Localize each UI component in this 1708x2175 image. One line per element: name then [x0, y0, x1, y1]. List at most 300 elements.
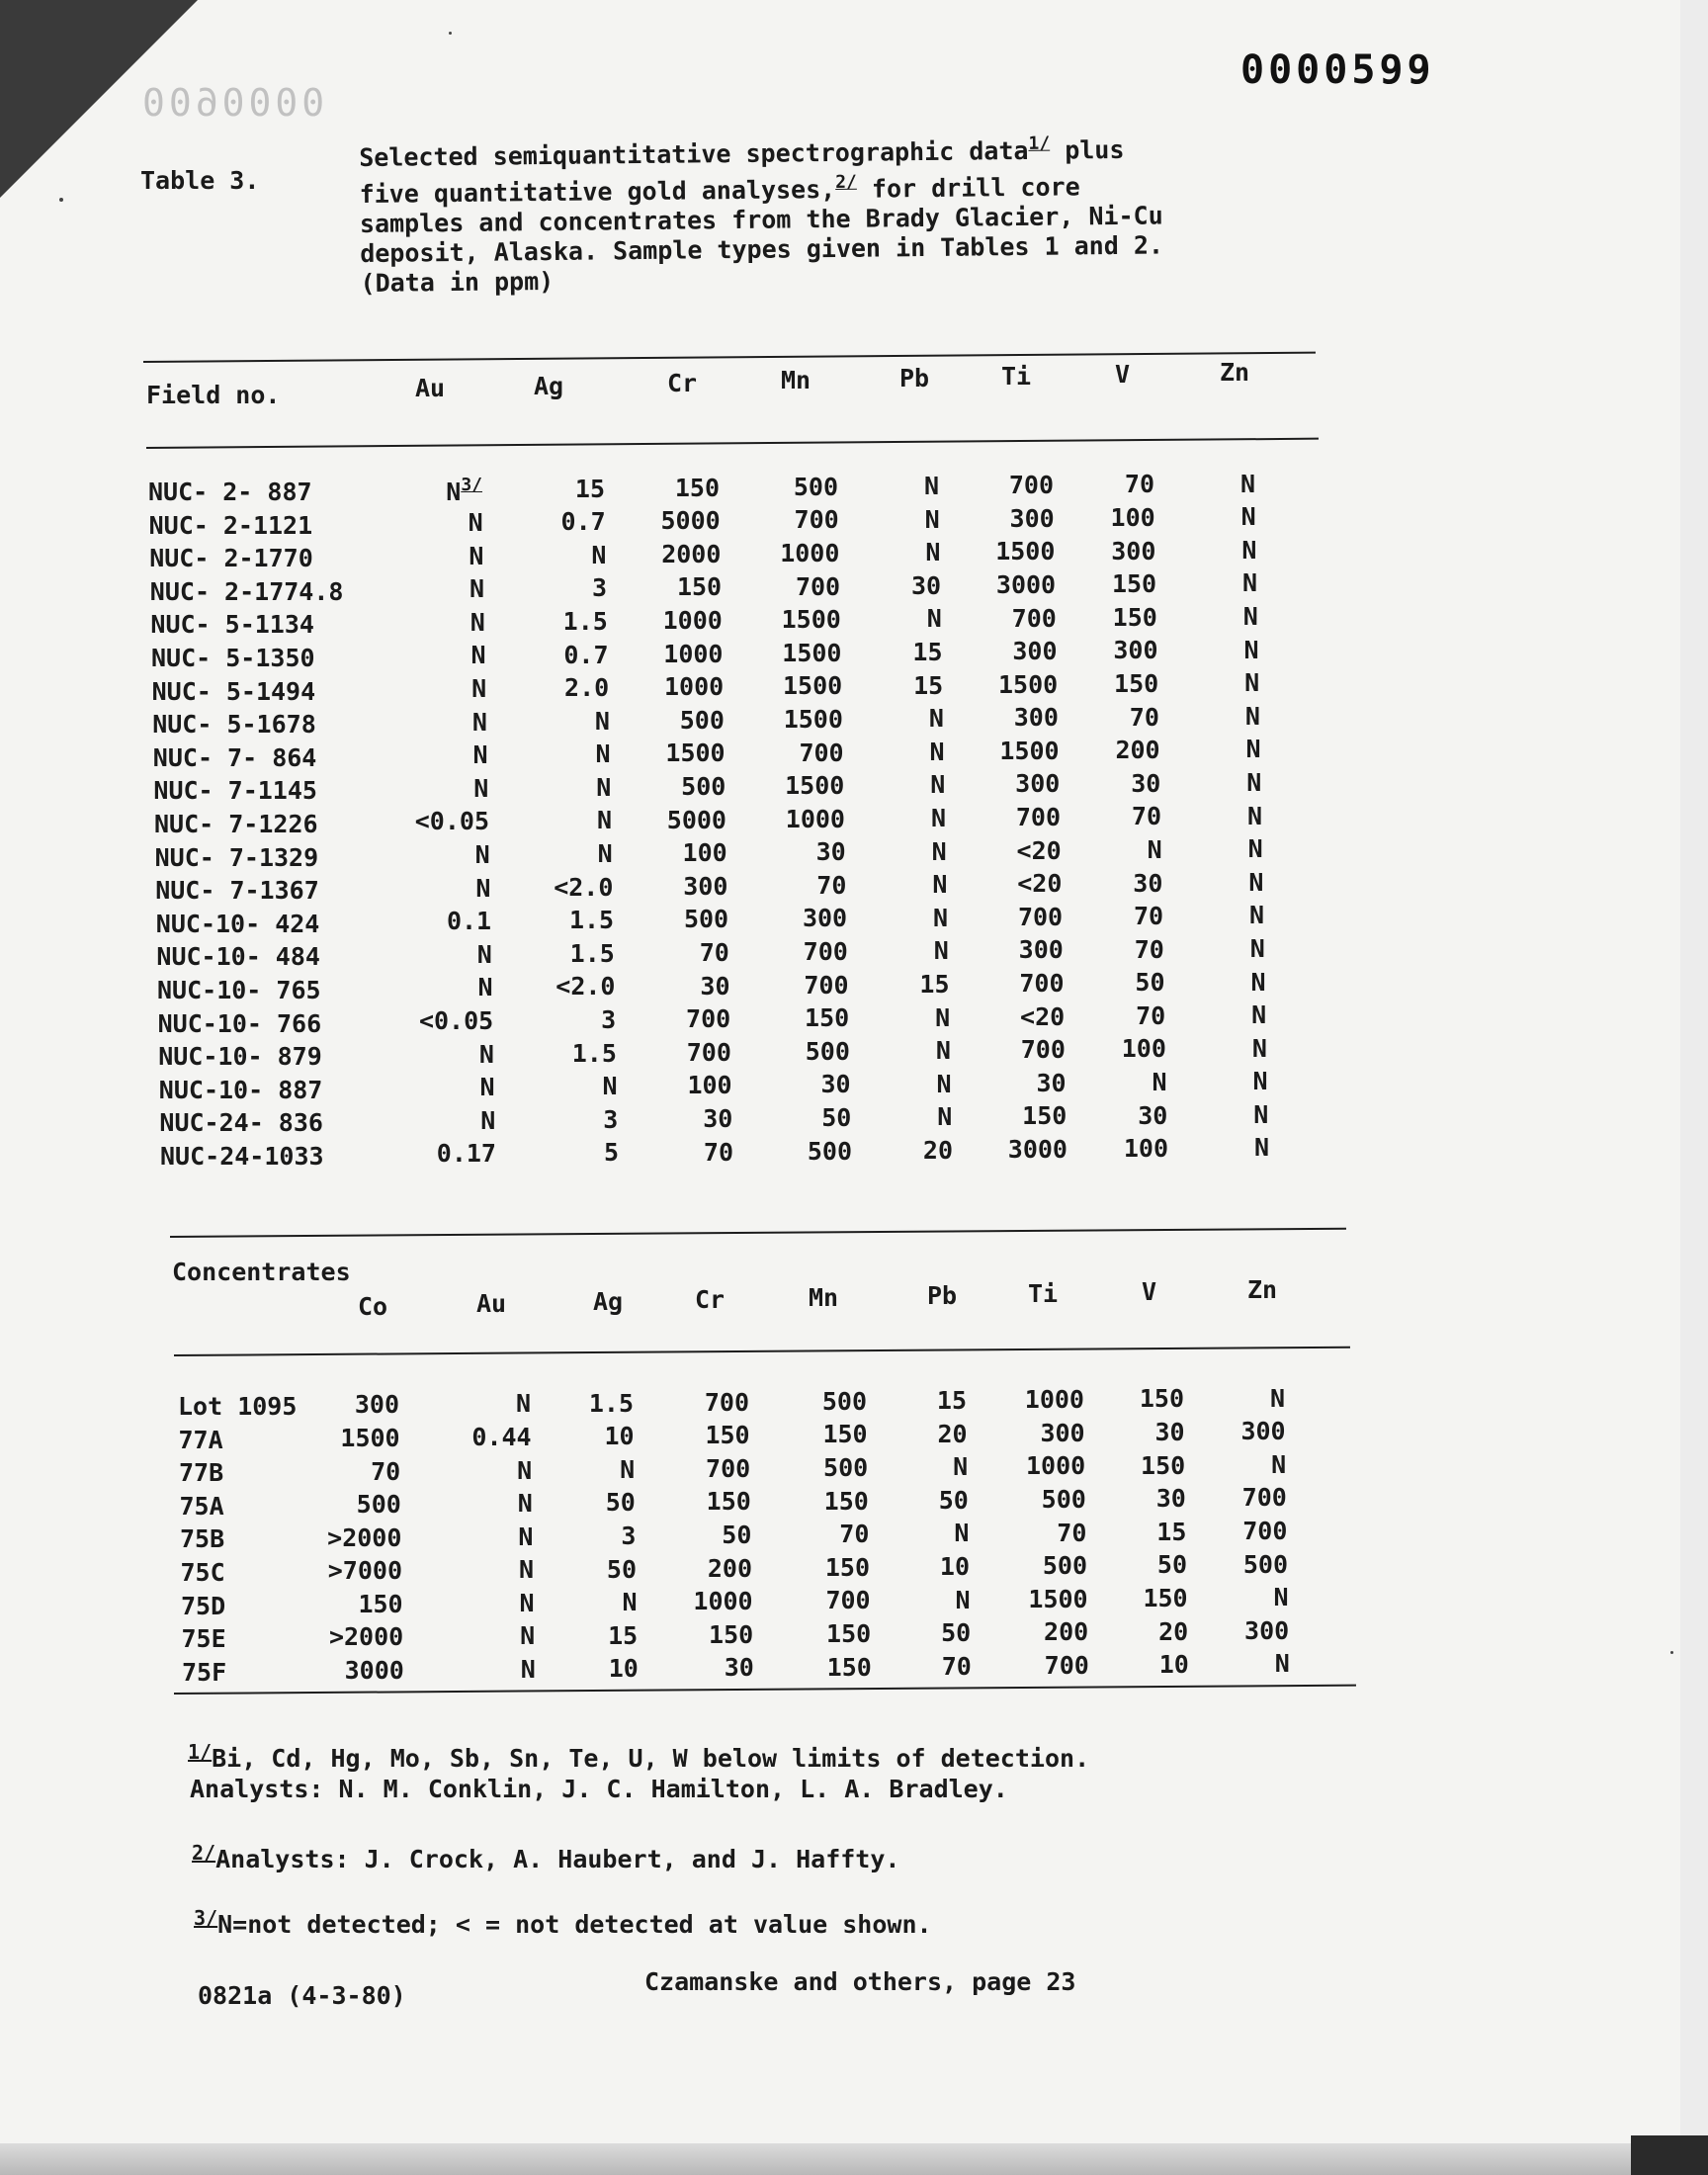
pb-cell: N	[926, 604, 942, 634]
cr-cell: 300	[683, 871, 728, 901]
mn-cell: 1500	[781, 605, 841, 635]
ag-cell: N	[596, 772, 612, 802]
ag-cell: N	[595, 740, 611, 769]
zn-cell: 300	[1240, 1417, 1286, 1446]
ti-cell: 1000	[1024, 1385, 1084, 1415]
column-header-zn: Zn	[1220, 358, 1250, 387]
v-cell: 150	[1111, 569, 1157, 599]
caption-line-5: (Data in ppm)	[360, 266, 555, 298]
zn-cell: N	[1241, 535, 1257, 565]
field-number-cell: NUC- 7-1367	[155, 876, 319, 906]
ag-cell: 10	[604, 1422, 635, 1451]
ti-cell: 30	[1036, 1068, 1067, 1097]
v-cell: 30	[1131, 768, 1161, 798]
cr-cell: 500	[683, 905, 729, 934]
ag-cell: 1.5	[568, 906, 615, 935]
v-cell: 10	[1158, 1650, 1189, 1680]
pb-cell: 30	[911, 570, 942, 600]
ti-cell: 300	[1018, 935, 1064, 965]
co-cell: 300	[354, 1390, 399, 1420]
ag-cell: N	[594, 706, 610, 736]
au-cell: <0.05	[414, 807, 489, 836]
column-header-v: V	[1115, 360, 1131, 389]
ti-cell: 3000	[1007, 1135, 1068, 1165]
pb-cell: N	[953, 1452, 969, 1482]
cr-cell: 5000	[660, 506, 721, 536]
field-number-cell: NUC- 2-1774.8	[149, 576, 344, 606]
pb-cell: N	[931, 836, 947, 866]
v-cell: 50	[1135, 968, 1165, 998]
cr-cell: 70	[699, 937, 729, 967]
column-header-ag: Ag	[534, 372, 564, 400]
cr-cell: 1000	[693, 1587, 753, 1616]
cr-cell: 700	[686, 1037, 731, 1067]
ag-cell: 1.5	[562, 606, 608, 636]
ag-cell: 5	[603, 1138, 619, 1168]
ag-cell: 50	[606, 1554, 637, 1584]
zn-cell: 300	[1244, 1615, 1290, 1645]
zn-cell: N	[1239, 469, 1255, 498]
v-cell: 70	[1134, 934, 1164, 964]
au-cell: N	[518, 1555, 534, 1585]
cr-cell: 700	[704, 1387, 749, 1417]
footnote-1-analysts: Analysts: N. M. Conklin, J. C. Hamilton, L. A. Bradley.	[190, 1775, 1008, 1803]
scan-speck	[449, 32, 452, 35]
pb-cell: N	[955, 1585, 971, 1614]
scan-speck	[59, 198, 63, 202]
pb-cell: 20	[922, 1135, 953, 1165]
zn-cell: N	[1245, 735, 1261, 764]
column-header-ti: Ti	[1001, 362, 1032, 391]
zn-cell: N	[1247, 834, 1263, 864]
au-cell: $N^{3/}$	[446, 475, 482, 507]
mn-cell: 700	[799, 738, 844, 767]
cr-cell: 100	[682, 838, 727, 868]
mn-cell: 150	[824, 1552, 870, 1582]
conc-header-au: Au	[476, 1289, 507, 1318]
au-cell: N	[469, 541, 484, 570]
pb-cell: 20	[937, 1419, 968, 1448]
v-cell: 70	[1131, 802, 1161, 831]
cr-cell: 1500	[665, 739, 726, 768]
au-cell: N	[520, 1621, 536, 1651]
footnote-3-text: N=not detected; < = not detected at value shown.	[217, 1910, 932, 1939]
field-number-cell: NUC-10- 765	[157, 976, 321, 1004]
au-cell: <0.05	[418, 1005, 494, 1035]
pb-cell: N	[925, 538, 941, 567]
v-cell: 200	[1115, 736, 1160, 765]
footnote-1	[188, 1740, 1089, 1773]
ag-cell: N	[620, 1454, 636, 1484]
pb-cell: N	[924, 504, 940, 534]
pb-cell: N	[923, 472, 939, 500]
cr-cell: 1000	[662, 606, 723, 636]
field-number-cell: NUC-10- 484	[156, 942, 320, 972]
ag-cell: 3	[621, 1521, 637, 1550]
field-number-cell: NUC- 7- 864	[152, 742, 317, 772]
v-cell: 70	[1134, 902, 1164, 931]
zn-cell: N	[1244, 668, 1260, 698]
ti-cell: 700	[1044, 1650, 1089, 1680]
v-cell: 30	[1133, 868, 1163, 898]
cr-cell: 30	[700, 971, 730, 1000]
footnote-1-text: Bi, Cd, Hg, Mo, Sb, Sn, Te, U, W below limits of detection.	[212, 1744, 1090, 1773]
field-number-cell: NUC- 7-1329	[154, 842, 319, 872]
conc-header-ag: Ag	[593, 1287, 624, 1316]
zn-cell: 700	[1242, 1516, 1288, 1545]
zn-cell: N	[1251, 1033, 1267, 1063]
ag-cell: <2.0	[555, 972, 616, 1001]
sample-id-cell: 75B	[180, 1524, 225, 1554]
v-cell: 70	[1124, 470, 1154, 499]
section-title: Concentrates	[172, 1258, 351, 1286]
field-number-cell: NUC- 5-1134	[150, 610, 314, 640]
mn-cell: 1500	[783, 704, 843, 734]
au-cell: N	[475, 873, 491, 903]
mn-cell: 50	[821, 1103, 852, 1133]
pb-cell: N	[935, 1036, 951, 1066]
table-caption	[359, 127, 1290, 299]
footnote-2-mark: 2/	[192, 1841, 216, 1865]
sample-id-cell: 77A	[178, 1425, 223, 1454]
ti-cell: <20	[1017, 869, 1063, 899]
cr-cell: 150	[676, 572, 723, 602]
mn-cell: 150	[822, 1420, 868, 1449]
mn-cell: 300	[802, 904, 848, 933]
au-cell: N	[476, 939, 492, 969]
ti-cell: 700	[1019, 969, 1065, 999]
caption-line-2-end: for drill core	[856, 172, 1080, 204]
ti-cell: 300	[1040, 1418, 1085, 1447]
ag-cell: 3	[601, 1005, 617, 1035]
au-cell: N	[515, 1389, 531, 1419]
v-cell: N	[1152, 1068, 1167, 1097]
scan-edge-dark	[1631, 2135, 1708, 2175]
au-cell: N	[468, 508, 483, 538]
ag-cell: 50	[605, 1488, 636, 1518]
cr-cell: 150	[709, 1619, 754, 1649]
ag-cell: 3	[592, 573, 608, 603]
field-number-cell: NUC- 2-1121	[148, 510, 313, 540]
mn-cell: 500	[821, 1386, 867, 1416]
cr-cell: 700	[706, 1453, 751, 1483]
caption-line-3: samples and concentrates from the Brady Glacier, Ni-Cu	[359, 201, 1163, 238]
ti-cell: 700	[1011, 603, 1057, 633]
ag-cell: 1.5	[571, 1038, 617, 1068]
ag-cell: 3	[603, 1104, 619, 1134]
column-header-pb: Pb	[899, 364, 930, 392]
caption-line-2: five quantitative gold analyses,	[359, 174, 836, 209]
au-cell: N	[478, 1039, 494, 1069]
zn-cell: N	[1252, 1067, 1268, 1096]
field-number-cell: NUC-24-1033	[160, 1142, 324, 1171]
table-label: Table 3.	[140, 166, 260, 195]
co-cell: >7000	[327, 1556, 402, 1586]
au-cell: N	[473, 773, 489, 803]
v-cell: 20	[1158, 1616, 1189, 1646]
pb-cell: 15	[912, 637, 943, 666]
au-cell: 0.44	[471, 1422, 532, 1451]
zn-cell: N	[1253, 1133, 1269, 1163]
field-number-cell: NUC-10- 424	[155, 909, 320, 938]
mn-cell: 70	[816, 870, 847, 900]
ti-cell: 500	[1041, 1484, 1086, 1514]
co-cell: >2000	[328, 1622, 404, 1652]
mn-cell: 500	[807, 1136, 852, 1166]
ti-cell: <20	[1020, 1001, 1066, 1031]
field-number-cell: NUC- 5-1678	[152, 710, 316, 740]
v-cell: 100	[1121, 1034, 1166, 1064]
zn-cell: N	[1249, 901, 1265, 930]
au-cell: N	[472, 740, 488, 770]
caption-line-4: deposit, Alaska. Sample types given in Tables 1 and 2.	[360, 230, 1164, 268]
mn-cell: 700	[825, 1586, 871, 1615]
mn-cell: 150	[826, 1618, 872, 1648]
ti-cell: 300	[1012, 637, 1058, 666]
pb-cell: N	[928, 704, 944, 734]
cr-cell: 2000	[661, 539, 722, 568]
au-cell: N	[477, 973, 493, 1002]
pb-cell: 15	[936, 1386, 967, 1415]
pb-cell: N	[933, 936, 949, 966]
field-number-cell: NUC-10- 879	[158, 1042, 322, 1072]
mn-cell: 1500	[782, 638, 842, 667]
co-cell: >2000	[327, 1522, 402, 1552]
field-number-cell: NUC- 5-1350	[151, 644, 315, 672]
cr-cell: 5000	[666, 805, 726, 834]
au-cell: N	[517, 1489, 533, 1519]
mn-cell: 70	[839, 1520, 870, 1549]
ti-cell: 1500	[997, 669, 1059, 699]
mn-cell: 1000	[780, 538, 840, 567]
footnote-ref-1: 1/	[1028, 132, 1051, 154]
v-cell: 150	[1114, 668, 1159, 698]
cr-cell: 100	[687, 1071, 732, 1100]
cr-cell: 30	[724, 1653, 754, 1683]
mn-cell: 500	[823, 1452, 869, 1482]
pb-cell: N	[954, 1519, 970, 1548]
v-cell: 150	[1139, 1384, 1184, 1414]
cr-cell: 1000	[663, 672, 725, 702]
footnote-2	[192, 1841, 899, 1873]
ti-cell: 700	[1008, 471, 1054, 500]
ti-cell: 1500	[995, 537, 1056, 566]
sample-id-cell: 75E	[181, 1624, 226, 1654]
sample-id-cell: 75A	[179, 1491, 224, 1521]
ti-cell: 70	[1057, 1518, 1087, 1547]
sample-id-cell: 77B	[179, 1458, 224, 1488]
field-number-cell: NUC-24- 836	[159, 1108, 323, 1138]
pb-cell: N	[932, 870, 948, 900]
ag-cell: 0.7	[563, 640, 609, 669]
v-cell: 15	[1156, 1517, 1187, 1546]
ag-cell: 15	[574, 474, 605, 503]
au-cell: N	[479, 1073, 495, 1102]
mn-cell: 1000	[785, 804, 845, 833]
au-cell: N	[470, 607, 485, 637]
ag-cell: N	[591, 540, 607, 569]
pb-cell: N	[930, 803, 946, 832]
co-cell: 1500	[340, 1423, 400, 1452]
pb-cell: 50	[941, 1618, 972, 1648]
field-number-cell: NUC- 7-1145	[153, 776, 317, 806]
v-cell: 300	[1113, 636, 1158, 665]
au-cell: N	[470, 574, 485, 604]
au-cell: 0.17	[436, 1139, 496, 1169]
au-cell: N	[518, 1522, 534, 1551]
mn-cell: 500	[793, 472, 838, 501]
column-header-field-no: Field no.	[146, 381, 281, 409]
v-cell: 100	[1110, 502, 1155, 532]
scan-edge	[0, 2143, 1708, 2175]
conc-header-pb: Pb	[927, 1281, 958, 1310]
zn-cell: 500	[1242, 1549, 1288, 1579]
zn-cell: N	[1243, 635, 1259, 664]
footnote-ref-3: 3/	[461, 475, 482, 496]
mn-cell: 700	[803, 937, 848, 967]
zn-cell: N	[1274, 1649, 1290, 1679]
pb-cell: N	[935, 1002, 951, 1032]
au-cell: N	[480, 1105, 496, 1135]
conc-header-cr: Cr	[695, 1285, 726, 1314]
scan-speck	[1670, 1651, 1673, 1654]
v-cell: 300	[1111, 536, 1156, 566]
cr-cell: 500	[681, 772, 726, 802]
v-cell: 30	[1138, 1100, 1168, 1130]
cr-cell: 70	[703, 1137, 733, 1167]
ti-cell: <20	[1016, 835, 1062, 865]
ag-cell: 0.7	[560, 507, 606, 537]
cr-cell: 50	[722, 1521, 752, 1550]
ti-cell: 700	[1017, 902, 1064, 931]
zn-cell: N	[1244, 701, 1260, 731]
ti-cell: 1000	[1025, 1451, 1086, 1481]
cr-cell: 200	[707, 1553, 752, 1583]
v-cell: 100	[1123, 1134, 1168, 1164]
mn-cell: 150	[805, 1003, 850, 1033]
page-credit: Czamanske and others, page 23	[644, 1967, 1076, 1996]
zn-cell: N	[1250, 967, 1266, 997]
au-cell: N	[470, 641, 486, 670]
ag-cell: <2.0	[554, 872, 614, 902]
sample-id-cell: 75C	[180, 1558, 225, 1587]
ti-cell: 300	[1013, 703, 1059, 733]
ag-cell: 2.0	[564, 673, 610, 703]
ag-cell: N	[597, 839, 613, 869]
co-cell: 70	[371, 1456, 401, 1486]
conc-header-ti: Ti	[1028, 1279, 1059, 1308]
mn-cell: 150	[826, 1652, 872, 1682]
page-number: 0000599	[1240, 47, 1435, 93]
zn-cell: N	[1269, 1383, 1285, 1413]
zn-cell: N	[1249, 933, 1265, 963]
ti-cell: 300	[1009, 503, 1055, 533]
au-cell: 0.1	[446, 907, 492, 936]
v-cell: 150	[1143, 1583, 1188, 1612]
column-header-mn: Mn	[781, 366, 811, 394]
footnote-ref-2: 2/	[835, 171, 857, 193]
v-cell: N	[1147, 834, 1162, 864]
cr-cell: 30	[703, 1103, 733, 1133]
sample-id-cell: 75F	[182, 1657, 227, 1687]
mn-cell: 700	[795, 571, 841, 601]
pb-cell: N	[933, 903, 949, 932]
footnote-3-mark: 3/	[194, 1906, 218, 1930]
mn-cell: 1500	[785, 771, 845, 801]
v-cell: 30	[1154, 1417, 1185, 1446]
pb-cell: 15	[913, 670, 944, 700]
cr-cell: 150	[674, 473, 720, 502]
ti-cell: 500	[1042, 1551, 1087, 1581]
v-cell: 50	[1156, 1550, 1187, 1580]
sample-id-cell: 75D	[181, 1591, 226, 1620]
ti-cell: 1500	[1028, 1584, 1088, 1613]
ti-cell: 1500	[999, 736, 1060, 765]
cr-cell: 500	[679, 705, 725, 735]
zn-cell: N	[1240, 502, 1256, 532]
zn-cell: N	[1251, 1000, 1267, 1030]
ag-cell: 1.5	[588, 1388, 634, 1418]
ag-cell: 15	[608, 1620, 639, 1650]
mn-cell: 30	[815, 837, 846, 867]
zn-cell: N	[1242, 601, 1258, 631]
ag-cell: 1.5	[569, 938, 615, 968]
ti-cell: 3000	[995, 569, 1057, 599]
pb-cell: 10	[939, 1551, 970, 1581]
conc-header-v: V	[1142, 1277, 1157, 1306]
field-number-cell: NUC- 5-1494	[151, 676, 316, 706]
zn-cell: N	[1273, 1583, 1289, 1612]
pb-cell: N	[937, 1102, 953, 1132]
pb-cell: 70	[941, 1651, 972, 1681]
v-cell: 150	[1141, 1450, 1186, 1480]
conc-header-mn: Mn	[809, 1283, 839, 1312]
column-header-au: Au	[415, 374, 446, 402]
bleed-through-number: 0000600	[138, 81, 325, 125]
ag-cell: 10	[608, 1654, 639, 1684]
pb-cell: N	[936, 1069, 952, 1098]
conc-header-co: Co	[358, 1292, 388, 1321]
co-cell: 150	[358, 1589, 403, 1618]
field-number-cell: NUC- 2-1770	[149, 544, 313, 573]
mn-cell: 1500	[782, 671, 843, 701]
zn-cell: N	[1253, 1099, 1269, 1129]
au-cell: N	[474, 840, 490, 869]
v-cell: 30	[1155, 1484, 1186, 1514]
document-code: 0821a (4-3-80)	[198, 1981, 406, 2010]
ti-cell: 700	[1015, 803, 1061, 832]
ti-cell: 700	[1020, 1035, 1066, 1065]
zn-cell: N	[1246, 767, 1262, 797]
footnote-3	[194, 1906, 932, 1939]
field-number-cell: NUC- 7-1226	[154, 810, 318, 838]
field-number-cell: NUC-10- 766	[157, 1008, 322, 1038]
zn-cell: N	[1248, 867, 1264, 897]
ti-cell: 150	[1022, 1101, 1068, 1131]
footnote-1-mark: 1/	[188, 1740, 213, 1764]
v-cell: 150	[1112, 602, 1157, 632]
mn-cell: 700	[804, 970, 849, 1000]
caption-line-1: Selected semiquantitative spectrographic data	[359, 135, 1029, 172]
zn-cell: 700	[1241, 1483, 1287, 1513]
zn-cell: N	[1246, 801, 1262, 830]
zn-cell: N	[1271, 1449, 1287, 1479]
caption-line-1-end: plus	[1050, 134, 1125, 165]
v-cell: 70	[1129, 702, 1159, 732]
sample-id-cell: Lot 1095	[178, 1392, 298, 1421]
au-cell: N	[471, 674, 487, 704]
cr-cell: 150	[706, 1487, 751, 1517]
